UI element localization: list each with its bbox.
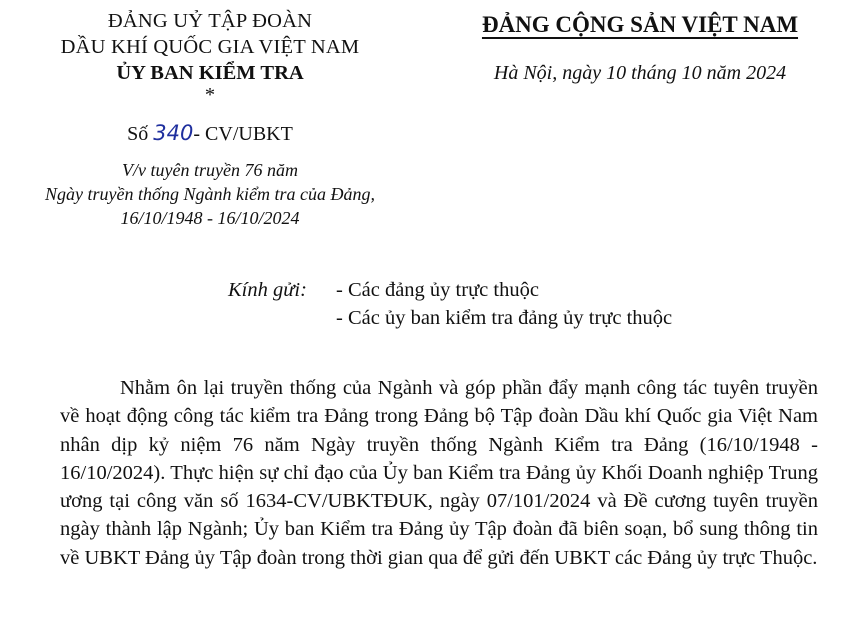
issuer-org-line1: ĐẢNG UỶ TẬP ĐOÀN: [107, 10, 313, 32]
issuer-block: [40, 8, 380, 106]
national-header-block: [440, 8, 840, 85]
document-number-prefix: Số: [127, 123, 149, 145]
issuer-star: *: [204, 84, 216, 106]
recipients-label: Kính gửi:: [228, 279, 307, 301]
document-subject: [40, 158, 380, 230]
document-number: [40, 120, 380, 147]
issuer-org-line2: DẦU KHÍ QUỐC GIA VIỆT NAM: [60, 36, 360, 58]
party-title: ĐẢNG CỘNG SẢN VIỆT NAM: [481, 12, 799, 37]
recipient-item: - Các ủy ban kiểm tra đảng ủy trực thuộc: [336, 307, 673, 329]
recipients-block: [228, 276, 672, 332]
subject-line-2: Ngày truyền thống Ngành kiểm tra của Đảng,: [45, 184, 375, 204]
place-date-line: Hà Nội, ngày 10 tháng 10 năm 2024: [493, 62, 787, 84]
issuer-committee: ỦY BAN KIỂM TRA: [116, 62, 304, 84]
document-number-handwritten: 340: [153, 121, 194, 145]
subject-line-3: 16/10/1948 - 16/10/2024: [120, 208, 300, 228]
body-paragraph: Nhằm ôn lại truyền thống của Ngành và góp phần đẩy mạnh công tác tuyên truyền về hoạt động công tác kiểm tra Đảng trong Đảng bộ Tập đoàn Dầu khí Quốc gia Việt Nam nhân dịp kỷ niệm 76 năm Ngày truyền thống Ngành Kiểm tra Đảng (16/10/1948 - 16/10/2024). Thực hiện sự chỉ đạo của Ủy ban Kiểm tra Đảng ủy Khối Doanh nghiệp Trung ương tại công văn số 1634-CV/UBKTĐUK, ngày 07/101/2024 và Đề cương tuyên truyền ngày thành lập Ngành; Ủy ban Kiểm tra Đảng ủy Tập đoàn đã biên soạn, bổ sung thông tin về UBKT Đảng ủy Tập đoàn trong thời gian qua để gửi đến UBKT các Đảng ủy trực Thuộc.: [60, 377, 818, 569]
recipient-item: - Các đảng ủy trực thuộc: [336, 279, 539, 301]
subject-line-1: V/v tuyên truyền 76 năm: [122, 160, 298, 180]
document-number-suffix: - CV/UBKT: [193, 123, 293, 145]
